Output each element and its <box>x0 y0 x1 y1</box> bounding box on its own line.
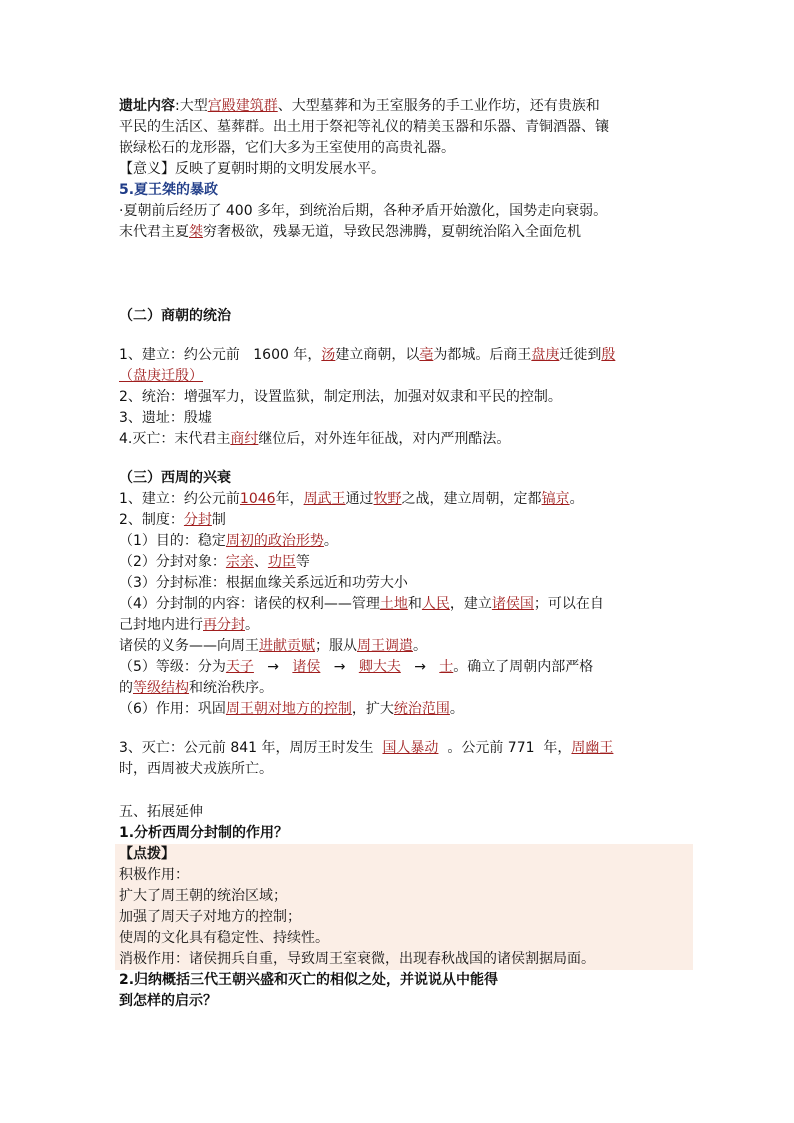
zhou-point-2: （2）分封对象：宗亲、功臣等 <box>119 554 310 570</box>
answer-blank: 殷 <box>601 347 616 363</box>
meaning-line: 【意义】反映了夏朝时期的文明发展水平。 <box>119 161 385 177</box>
document-page <box>119 96 689 1012</box>
answer-blank: 国人暴动 <box>382 740 439 756</box>
answer-blank: 进献贡赋 <box>259 638 315 654</box>
section-heading-shang: （二）商朝的统治 <box>119 308 231 324</box>
answer-blank: 牧野 <box>373 491 402 507</box>
answer-blank: 亳 <box>419 347 434 363</box>
zhou-point-1: （1）目的：稳定周初的政治形势。 <box>119 533 338 549</box>
site-content-line-1: 遗址内容:大型宫殿建筑群、大型墓葬和为王室服务的手工业作坊，还有贵族和 <box>119 98 600 114</box>
section-heading-zhou: （三）西周的兴衰 <box>119 470 231 486</box>
answer-blank: 土地 <box>379 596 408 612</box>
zhou-line-3b: 时，西周被犬戎族所亡。 <box>119 761 273 777</box>
site-content-line-3: 嵌绿松石的龙形器，它们大多为王室使用的高贵礼器。 <box>119 140 455 156</box>
answer-blank: 人民 <box>421 596 450 612</box>
answer-blank: 汤 <box>321 347 336 363</box>
answer-blank: 宗亲 <box>225 554 254 570</box>
answer-blank: 1046 <box>239 491 276 507</box>
answer-blank: 周幽王 <box>571 740 614 756</box>
jie-line-2: 末代君主夏桀穷奢极欲，残暴无道，导致民怨沸腾，夏朝统治陷入全面危机 <box>119 224 581 240</box>
shang-line-1b <box>119 366 689 387</box>
hint-label: 【点拨】 <box>119 846 175 862</box>
zhou-line-3: 3、灭亡：公元前 841 年，周厉王时发生 国人暴动 。公元前 771 年，周幽王 <box>119 740 614 756</box>
site-content-line-2: 平民的生活区、墓葬群。出土用于祭祀等礼仪的精美玉器和乐器、青铜酒器、镶 <box>119 119 609 135</box>
extension-heading: 五、拓展延伸 <box>119 804 203 820</box>
answer-blank: 宫殿建筑群 <box>207 98 278 114</box>
answer-blank: 分封 <box>183 512 212 528</box>
zhou-line-2: 2、制度：分封制 <box>119 512 226 528</box>
site-content-label: 遗址内容 <box>119 98 175 114</box>
jie-line-1: ·夏朝前后经历了 400 多年，到统治后期，各种矛盾开始激化，国势走向衰弱。 <box>119 203 608 219</box>
answer-blank: 盘庚 <box>531 347 560 363</box>
zhou-duty-line: 诸侯的义务——向周王进献贡赋；服从周王调遣。 <box>119 638 427 654</box>
answer-blank: 等级结构 <box>133 680 189 696</box>
question-2-line-1: 2.归纳概括三代王朝兴盛和灭亡的相似之处，并说说从中能得 <box>119 972 499 988</box>
arrow-icon: → <box>267 659 280 675</box>
answer-blank: 再分封 <box>203 617 245 633</box>
answer-blank: 功臣 <box>267 554 296 570</box>
zhou-point-3: （3）分封标准：根据血缘关系远近和功劳大小 <box>119 575 408 591</box>
answer-blank: 士 <box>439 659 454 675</box>
answer-blank: 天子 <box>225 659 254 675</box>
section-heading-jie: 5.夏王桀的暴政 <box>119 182 219 198</box>
shang-line-1: 1、建立：约公元前 1600 年，汤建立商朝，以亳为都城。后商王盘庚迁徙到殷 <box>119 347 616 363</box>
answer-blank: 周武王 <box>303 491 346 507</box>
zhou-point-5b: 的等级结构和统治秩序。 <box>119 680 273 696</box>
answer-blank: 统治范围 <box>393 701 450 717</box>
answer-blank: 周王调遣 <box>357 638 413 654</box>
positive-item-1: 扩大了周王朝的统治区域； <box>119 888 287 904</box>
answer-blank: 周王朝对地方的控制 <box>225 701 352 717</box>
arrow-icon: → <box>414 659 426 675</box>
zhou-point-6: （6）作用：巩固周王朝对地方的控制，扩大统治范围。 <box>119 701 464 717</box>
question-2-line-2: 到怎样的启示？ <box>119 993 217 1009</box>
arrow-icon: → <box>333 659 346 675</box>
question-1: 1.分析西周分封制的作用？ <box>119 825 289 841</box>
answer-blank: 桀 <box>189 224 203 240</box>
answer-blank: 诸侯国 <box>491 596 534 612</box>
shang-line-2: 2、统治：增强军力，设置监狱，制定刑法，加强对奴隶和平民的控制。 <box>119 389 562 405</box>
answer-blank: 镐京 <box>541 491 570 507</box>
zhou-point-5: （5）等级：分为天子 → 诸侯 → 卿大夫 → 士。确立了周朝内部严格 <box>119 659 594 675</box>
hint-box <box>115 844 693 970</box>
answer-blank: 周初的政治形势 <box>225 533 324 549</box>
positive-label: 积极作用： <box>119 867 189 883</box>
zhou-line-1: 1、建立：约公元前1046年，周武王通过牧野之战，建立周朝，定都镐京。 <box>119 491 584 507</box>
shang-line-3: 3、遗址：殷墟 <box>119 410 212 426</box>
answer-blank: （盘庚迁殷） <box>119 368 203 384</box>
negative-line: 消极作用：诸侯拥兵自重，导致周王室衰微，出现春秋战国的诸侯割据局面。 <box>119 951 595 967</box>
answer-blank: 卿大夫 <box>358 659 401 675</box>
zhou-point-4: （4）分封制的内容：诸侯的权利——管理土地和人民，建立诸侯国；可以在自 <box>119 596 604 612</box>
positive-item-2: 加强了周天子对地方的控制； <box>119 909 301 925</box>
zhou-point-4b: 己封地内进行再分封。 <box>119 617 259 633</box>
answer-blank: 诸侯 <box>292 659 321 675</box>
positive-item-3: 使周的文化具有稳定性、持续性。 <box>119 930 329 946</box>
answer-blank: 商纣 <box>230 431 259 447</box>
shang-line-4: 4.灭亡：末代君主商纣继位后，对外连年征战，对内严刑酷法。 <box>119 431 511 447</box>
